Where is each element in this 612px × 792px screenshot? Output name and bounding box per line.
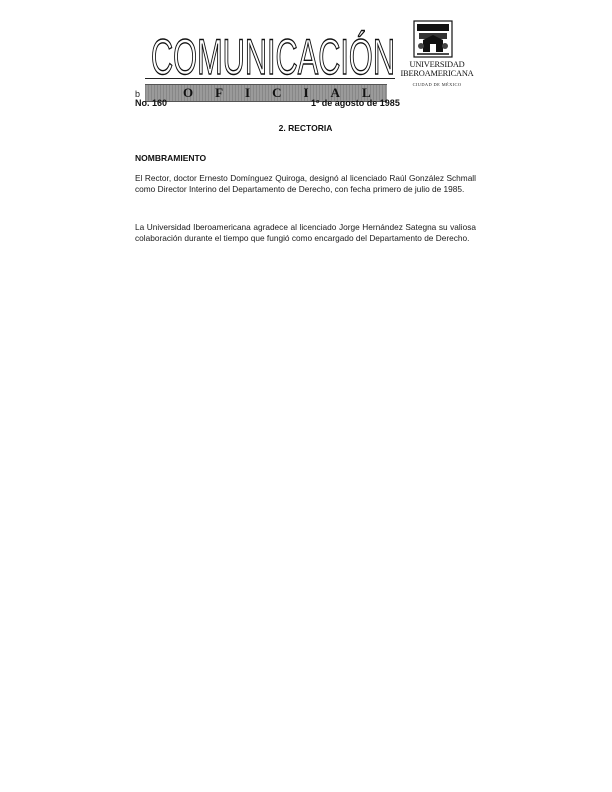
masthead-subtitle: OFICIAL	[183, 85, 393, 100]
masthead	[145, 18, 475, 100]
paragraph-1: El Rector, doctor Ernesto Domínguez Quiroga, designó al licenciado Raúl González Schmall como Director Interino del Departamento de Derecho, con fecha primero de julio de 1985.	[135, 173, 476, 194]
masthead-rule	[145, 78, 395, 79]
stray-mark: b	[135, 89, 141, 99]
university-name	[396, 60, 478, 78]
issue-date: 1º de agosto de 1985	[311, 98, 400, 108]
issue-number: No. 160	[135, 98, 168, 108]
university-name-line2: IBEROAMERICANA	[400, 69, 474, 78]
university-logo	[396, 20, 478, 92]
article-heading: NOMBRAMIENTO	[135, 153, 207, 163]
masthead-title-text: COMUNICACIÓN	[151, 29, 395, 78]
section-title: 2. RECTORIA	[278, 123, 333, 133]
university-seal-icon	[413, 20, 453, 58]
paragraph-2: La Universidad Iberoamericana agradece al licenciado Jorge Hernández Sategna su valiosa colaboración durante el tiempo que fungió como encargado del Departamento de Derecho.	[135, 222, 476, 243]
masthead-title	[149, 22, 399, 78]
university-name-line1: UNIVERSIDAD	[409, 60, 465, 69]
university-city: CIUDAD DE MÉXICO	[412, 82, 462, 87]
masthead-title-graphic	[149, 22, 399, 78]
